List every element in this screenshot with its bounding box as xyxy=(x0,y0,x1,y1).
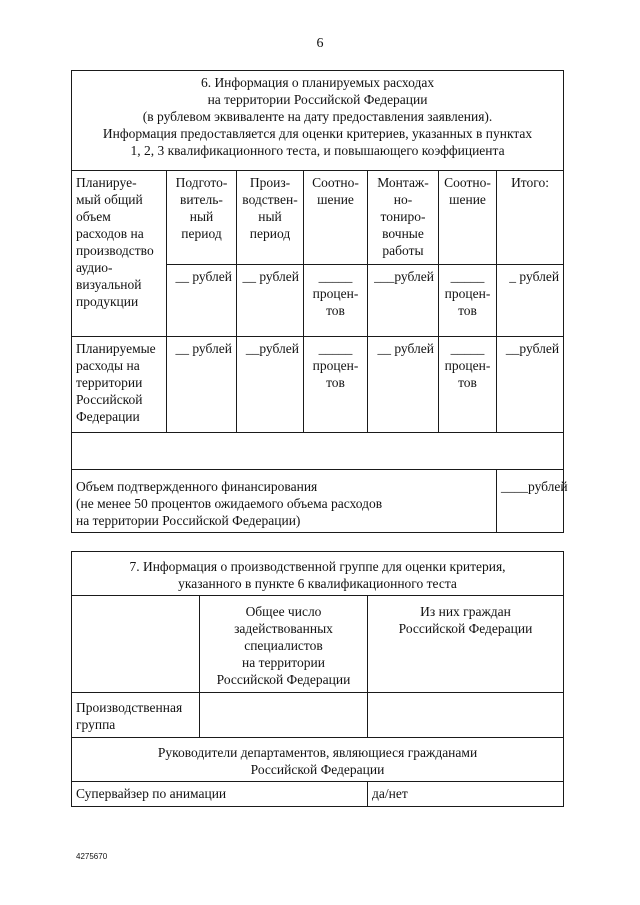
value-field[interactable]: ___рублей xyxy=(368,265,439,337)
supervisor-value[interactable]: да/нет xyxy=(368,782,564,807)
percent-field[interactable]: _____ процен- тов xyxy=(304,265,368,337)
russian-citizens-field[interactable] xyxy=(368,693,564,738)
value-field[interactable]: __рублей xyxy=(497,337,564,433)
value-field[interactable]: __ рублей xyxy=(237,265,304,337)
value-field[interactable]: __рублей xyxy=(237,337,304,433)
col-header-editing: Монтаж- но- тониро- вочные работы xyxy=(368,171,439,265)
value-field[interactable]: __ рублей xyxy=(167,337,237,433)
col-header-ratio-2: Соотно- шение xyxy=(439,171,497,265)
planned-expenses-table xyxy=(71,70,568,533)
page-number: 6 xyxy=(316,36,324,51)
document-code: 4275670 xyxy=(76,852,108,861)
percent-field[interactable]: _____ процен- тов xyxy=(439,265,497,337)
value-field[interactable]: __ рублей xyxy=(167,265,237,337)
section6-header: 6. Информация о планируемых расходах на территории Российской Федерации (в рублевом эквиваленте на дату предоставления заявления). Информация предоставляется для оценки критериев, указанных в пунктах 1, 2, 3 квалификационного теста, и повышающего коэффициента xyxy=(72,71,564,171)
col-header-total-specialists: Общее число задействованных специалистов на территории Российской Федерации xyxy=(200,596,368,693)
percent-field[interactable]: _____ процен- тов xyxy=(439,337,497,433)
col-header-preparatory: Подгото- витель- ный период xyxy=(167,171,237,265)
col-header-ratio-1: Соотно- шение xyxy=(304,171,368,265)
section7-header: 7. Информация о производственной группе для оценки критерия, указанного в пункте 6 квалификационного теста xyxy=(72,552,564,596)
percent-field[interactable]: _____ процен- тов xyxy=(304,337,368,433)
empty-header-cell xyxy=(72,596,200,693)
value-field[interactable]: _ рублей xyxy=(497,265,564,337)
col-header-total: Итого: xyxy=(497,171,564,265)
row-label-planned-russia: Планируемые расходы на территории Российской Федерации xyxy=(72,337,167,433)
value-field[interactable]: __ рублей xyxy=(368,337,439,433)
col-header-production: Произ- водствен- ный период xyxy=(237,171,304,265)
supervisor-label: Супервайзер по анимации xyxy=(72,782,368,807)
production-group-table xyxy=(71,551,564,807)
row-label-total-planned: Планируе- мый общий объем расходов на производство аудио- визуальной продукции xyxy=(72,171,167,337)
confirmed-financing-label: Объем подтвержденного финансирования (не менее 50 процентов ожидаемого объема расходов на территории Российской Федерации) xyxy=(72,470,497,533)
row-label-production-group: Производственная группа xyxy=(72,693,200,738)
col-header-russian-citizens: Из них граждан Российской Федерации xyxy=(368,596,564,693)
department-heads-header: Руководители департаментов, являющиеся гражданами Российской Федерации xyxy=(72,738,564,782)
confirmed-financing-value[interactable]: ____рублей xyxy=(497,470,564,533)
total-specialists-field[interactable] xyxy=(200,693,368,738)
empty-row xyxy=(72,433,564,470)
